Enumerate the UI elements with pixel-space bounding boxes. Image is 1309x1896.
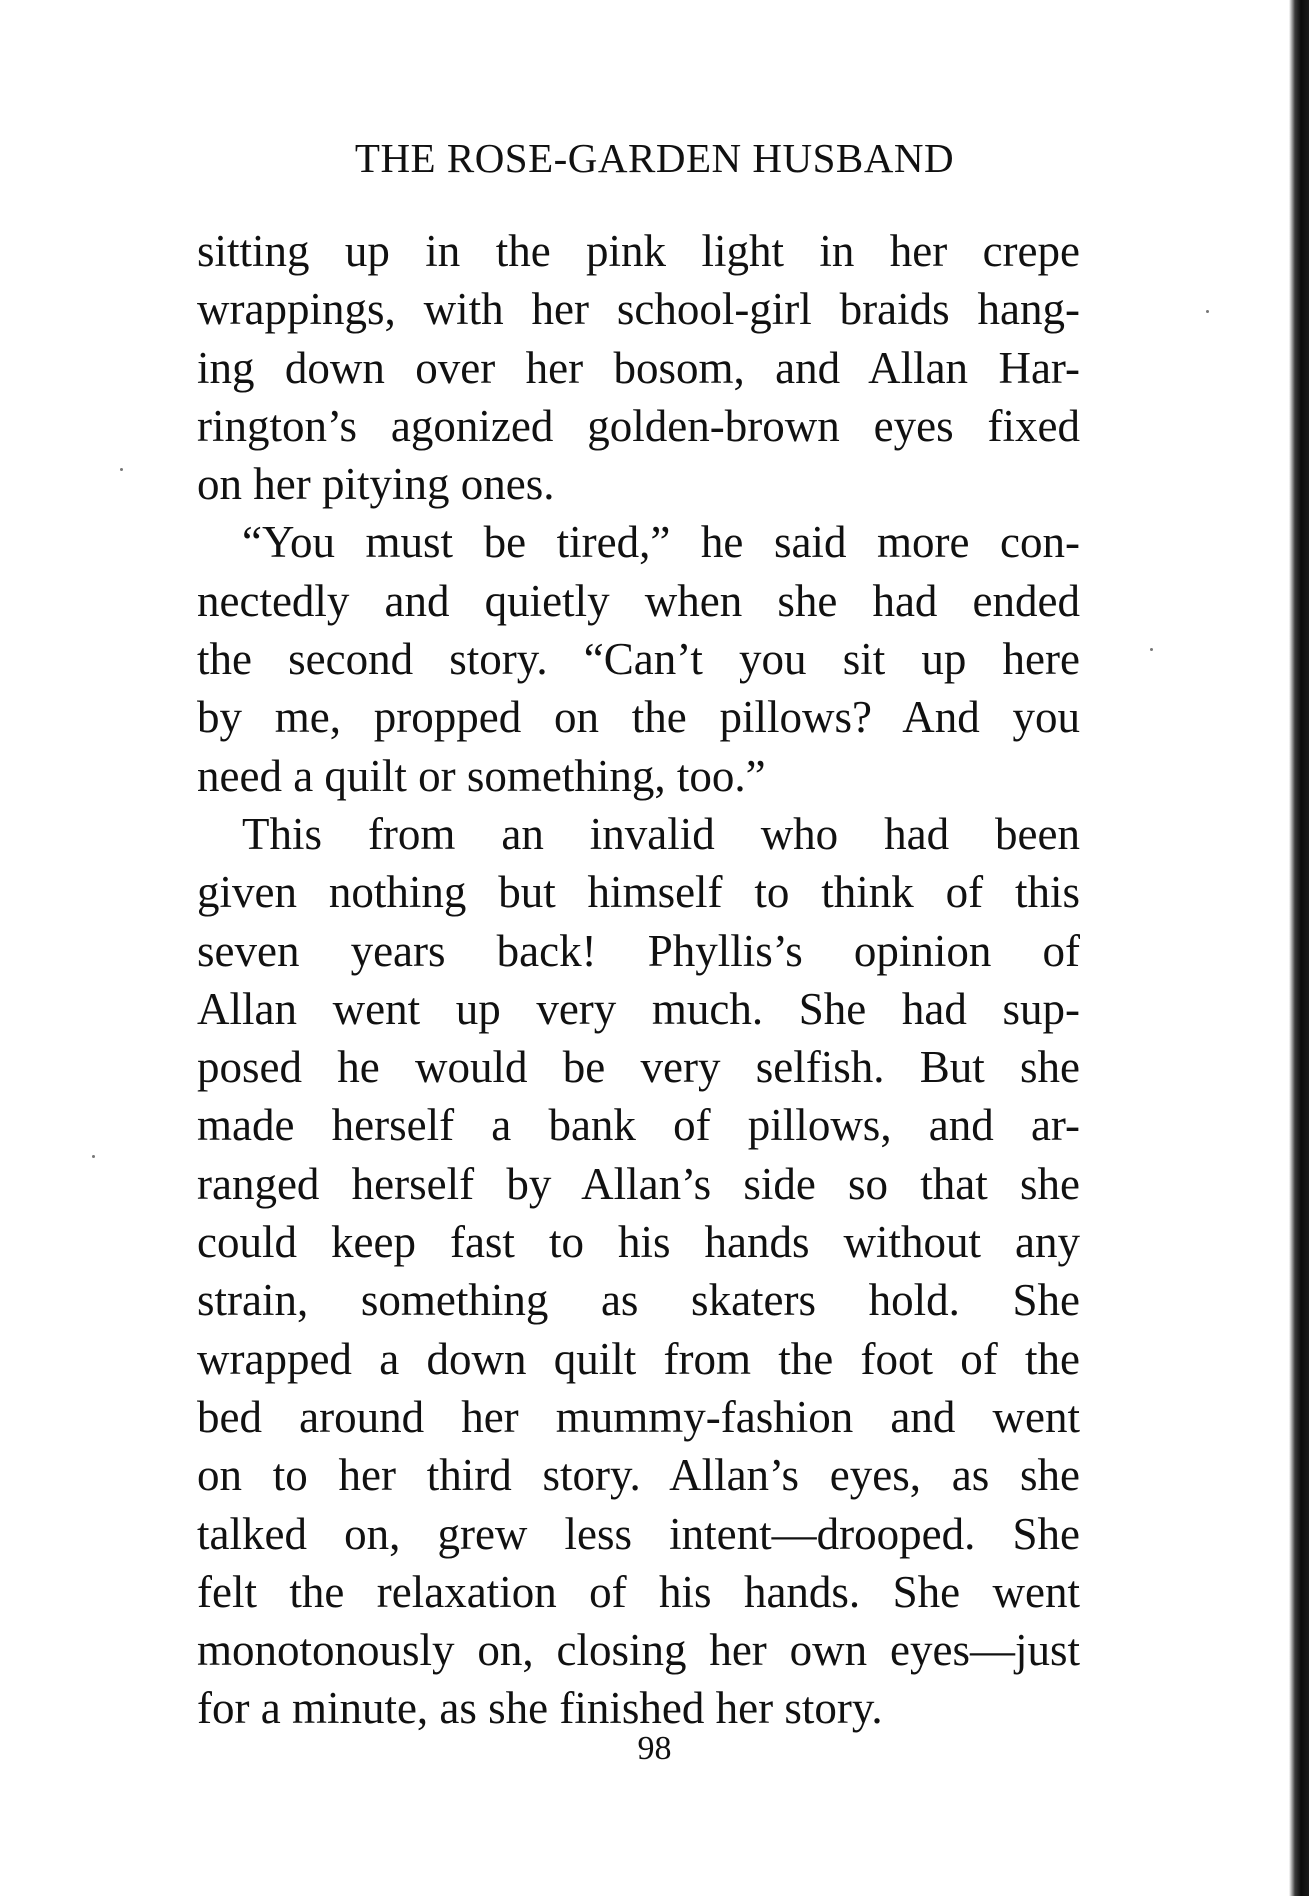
text-line: bed around her mummy-fashion and went	[197, 1391, 1080, 1442]
text-line: seven years back! Phyllis’s opinion of	[197, 925, 1080, 976]
running-head: THE ROSE-GARDEN HUSBAND	[354, 135, 955, 181]
text-line: monotonously on, closing her own eyes—just	[197, 1625, 1080, 1676]
text-line: on to her third story. Allan’s eyes, as she	[197, 1450, 1080, 1501]
text-line: need a quilt or something, too.”	[197, 750, 766, 801]
text-line: Allan went up very much. She had sup-	[197, 983, 1080, 1034]
text-line: on her pitying ones.	[197, 459, 555, 510]
paper-speck	[120, 468, 123, 471]
text-line: made herself a bank of pillows, and ar-	[197, 1100, 1080, 1151]
text-line: posed he would be very selfish. But she	[197, 1042, 1080, 1093]
paper-speck	[1206, 310, 1209, 313]
text-line: sitting up in the pink light in her crepe	[197, 226, 1080, 276]
text-line: ranged herself by Allan’s side so that she	[197, 1158, 1080, 1209]
text-line: “You must be tired,” he said more con-	[242, 517, 1080, 568]
text-line: felt the relaxation of his hands. She went	[197, 1566, 1080, 1617]
text-line: ing down over her bosom, and Allan Har-	[197, 342, 1080, 393]
text-line: wrappings, with her school-girl braids hang-	[197, 284, 1080, 335]
text-line: wrapped a down quilt from the foot of the	[197, 1333, 1080, 1384]
paper-speck	[1150, 648, 1153, 651]
text-line: This from an invalid who had been	[242, 808, 1080, 859]
text-line: for a minute, as she finished her story.	[197, 1683, 883, 1734]
body-text	[197, 222, 1080, 1738]
page-edge-shadow	[1289, 0, 1309, 1896]
text-line: nectedly and quietly when she had ended	[197, 575, 1080, 626]
text-line: talked on, grew less intent—drooped. She	[197, 1508, 1080, 1559]
text-line: could keep fast to his hands without any	[197, 1217, 1080, 1268]
text-line: by me, propped on the pillows? And you	[197, 692, 1080, 743]
text-line: the second story. “Can’t you sit up here	[197, 634, 1080, 685]
text-line: given nothing but himself to think of this	[197, 867, 1080, 918]
text-line: strain, something as skaters hold. She	[197, 1275, 1080, 1326]
paper-speck	[92, 1155, 95, 1158]
text-line: rington’s agonized golden-brown eyes fixed	[197, 400, 1080, 451]
page-number: 98	[637, 1730, 672, 1767]
